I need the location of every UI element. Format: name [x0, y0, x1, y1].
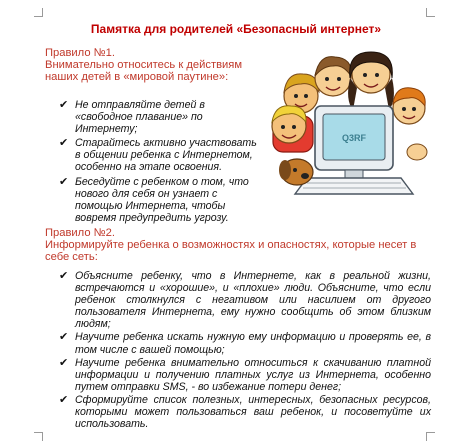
checkmark-icon: ✔ — [59, 137, 69, 150]
rule2-heading: Правило №2. — [45, 227, 115, 239]
list-item: ✔ Старайтесь активно участвовать в общении ребенка с Интернетом, особенно на этапе освоения. — [59, 137, 257, 174]
checkmark-icon: ✔ — [59, 270, 69, 282]
list-item: ✔ Объясните ребенку, что в Интернете, как в реальной жизни, встречаются и «хорошие», и «плохие» люди. Объясните, что если ребенок столкнулся с негативом или насилием от другого пользователя Интернета, ему нужно сообщить об этом близким людям; — [59, 270, 431, 331]
list-item: ✔ Не отправляйте детей в «свободное плавание» по Интернету; — [59, 99, 205, 136]
crop-mark-bottom-right — [426, 432, 435, 441]
crop-mark-top-right — [426, 8, 435, 17]
list-item: ✔ Научите ребенка внимательно относиться к скачиванию платной информации и получению платных услуг из Интернета, особенно путем отправки SMS, - во избежание потери денег; — [59, 356, 431, 393]
rule2-text: Информируйте ребенка о возможностях и опасностях, которые несет в себе сеть: — [45, 239, 417, 263]
rule1-heading: Правило №1. — [45, 47, 115, 59]
crop-mark-bottom-left — [34, 432, 43, 441]
list-item: ✔ Научите ребенка искать нужную ему информацию и проверять ее, в том числе с вашей помощью; — [59, 331, 431, 356]
kids-computer-illustration — [267, 44, 433, 202]
rule1-list — [59, 99, 260, 226]
checkmark-icon: ✔ — [59, 393, 69, 406]
crop-mark-top-left — [34, 8, 43, 17]
checkmark-icon: ✔ — [59, 175, 69, 188]
list-item: ✔ Сформируйте список полезных, интересных, безопасных ресурсов, которыми может пользоваться ваш ребенок, и посоветуйте их использовать. — [59, 393, 431, 431]
checkmark-icon: ✔ — [59, 99, 69, 111]
checkmark-icon: ✔ — [59, 331, 69, 344]
rule1-block — [45, 47, 265, 83]
rule2-block — [45, 227, 440, 263]
rule2-list — [59, 270, 431, 431]
rule1-text: Внимательно относитесь к действиям наших детей в «мировой паутине»: — [45, 59, 243, 83]
list-item: ✔ Беседуйте с ребенком о том, что нового для себя он узнает с помощью Интернета, чтобы вовремя предупредить угрозу. — [59, 175, 249, 224]
checkmark-icon: ✔ — [59, 356, 69, 369]
screen-text: Q3RF — [341, 133, 367, 143]
page-title: Памятка для родителей «Безопасный интернет» — [90, 22, 382, 36]
